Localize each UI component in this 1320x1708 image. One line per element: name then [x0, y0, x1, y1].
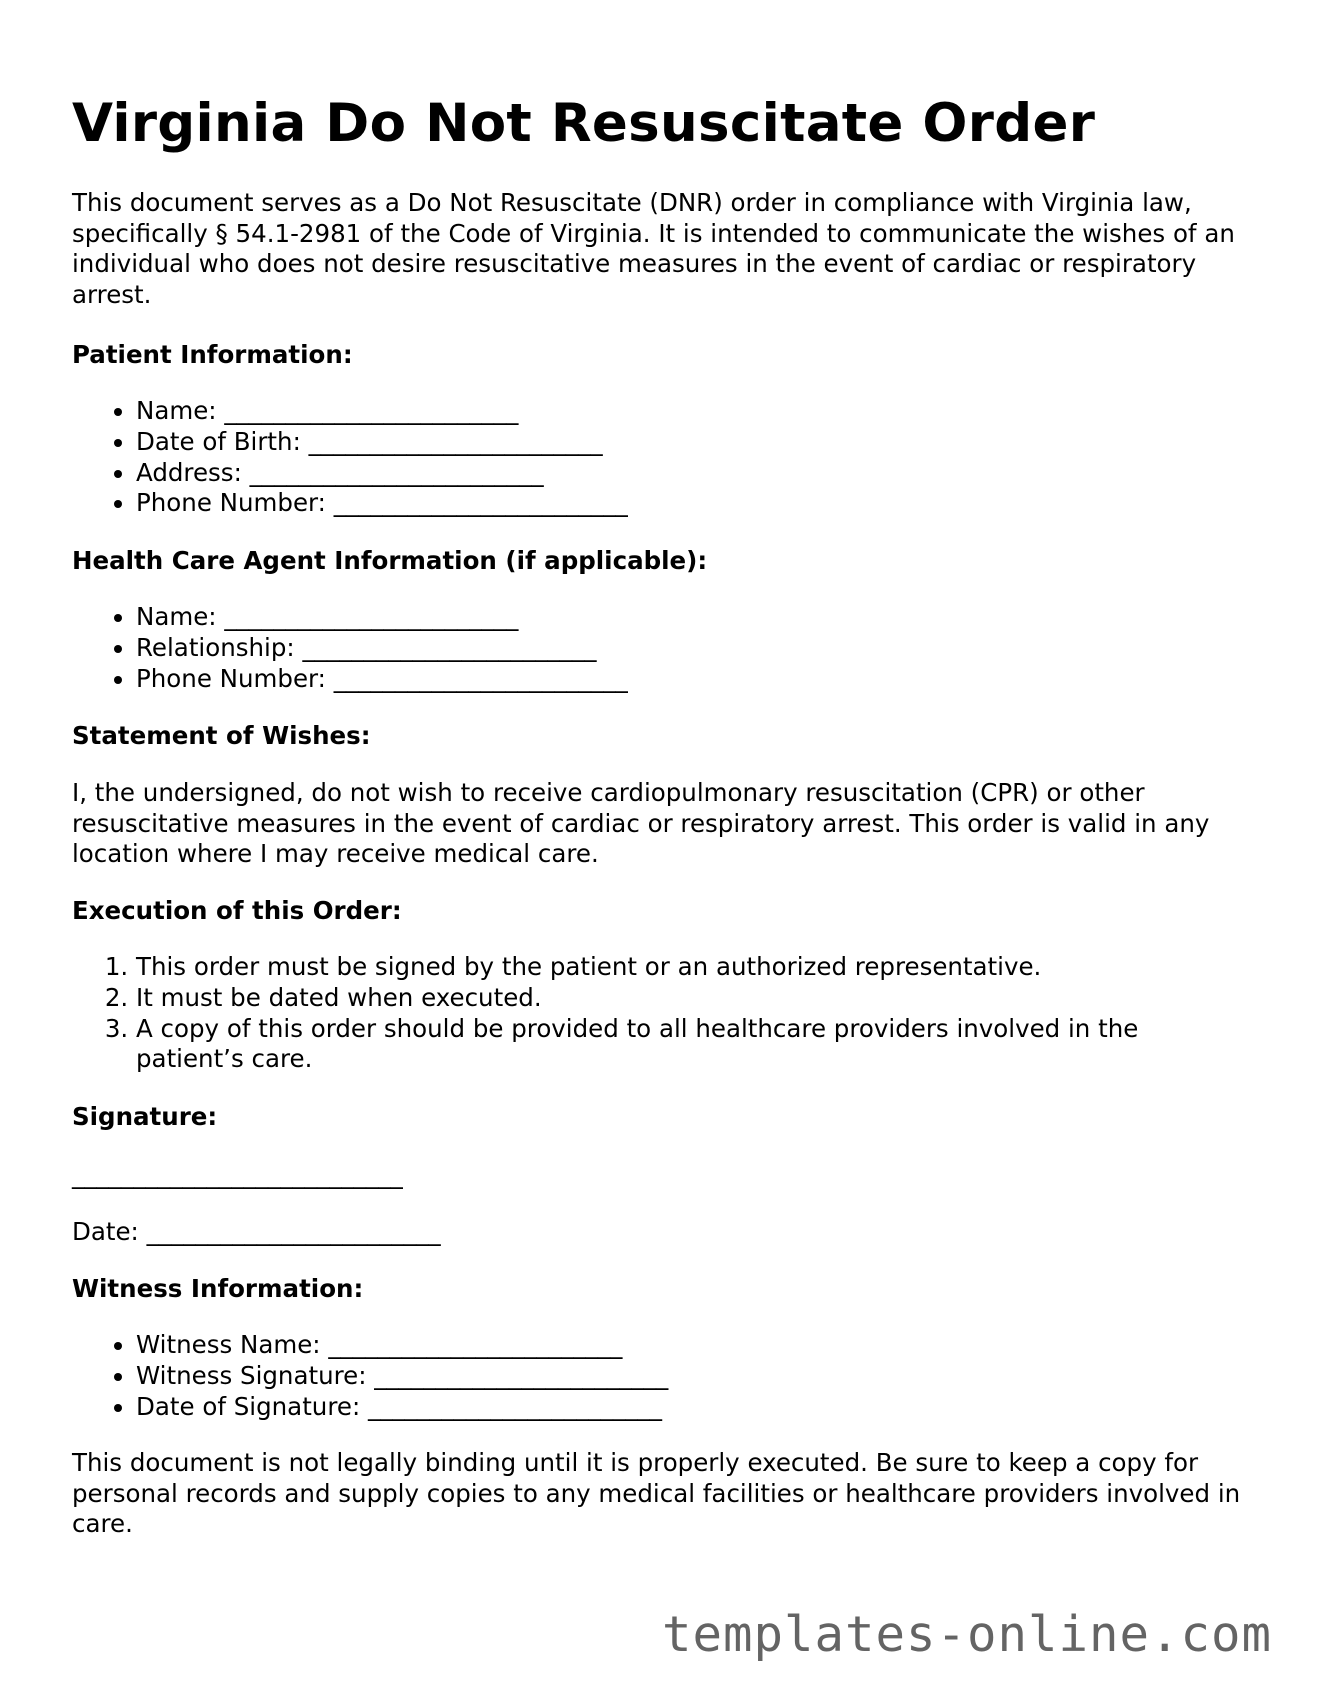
execution-item: 3. A copy of this order should be provided to all healthcare providers involved in the patient’s care. [136, 1014, 1252, 1076]
patient-name-field[interactable]: • Name: ________________________ [136, 396, 1252, 427]
wishes-paragraph: I, the undersigned, do not wish to receive cardiopulmonary resuscitation (CPR) or other resuscitative measures in the event of cardiac or respiratory arrest. This order is valid in any location where I may receive medical care. [72, 778, 1210, 869]
execution-item: 2. It must be dated when executed. [136, 983, 1252, 1014]
agent-phone-field[interactable]: • Phone Number: ________________________ [136, 664, 1252, 695]
signature-line[interactable]: ___________________________ [72, 1160, 403, 1189]
witness-name-field[interactable]: • Witness Name: ________________________ [136, 1330, 1252, 1361]
witness-info-list [72, 1330, 1252, 1422]
witness-date-field[interactable]: • Date of Signature: ________________________ [136, 1392, 1252, 1423]
signature-heading: Signature: [72, 1102, 218, 1131]
patient-info-heading: Patient Information: [72, 340, 353, 369]
execution-item: 1. This order must be signed by the patient or an authorized representative. [136, 952, 1252, 983]
agent-info-heading: Health Care Agent Information (if applicable): [72, 546, 708, 575]
wishes-heading: Statement of Wishes: [72, 721, 371, 750]
agent-info-list [72, 602, 1252, 694]
watermark-logo: templates-online.com [661, 1606, 1272, 1663]
execution-heading: Execution of this Order: [72, 896, 402, 925]
intro-paragraph: This document serves as a Do Not Resuscitate (DNR) order in compliance with Virginia law, specifically § 54.1-2981 of the Code of Virginia. It is intended to communicate the wishes of an individual who does not desire resuscitative measures in the event of cardiac or respiratory arrest. [72, 188, 1235, 309]
witness-signature-field[interactable]: • Witness Signature: ________________________ [136, 1361, 1252, 1392]
closing-paragraph: This document is not legally binding until it is properly executed. Be sure to keep a copy for personal records and supply copies to any medical facilities or healthcare providers involved in care. [72, 1448, 1241, 1539]
patient-phone-field[interactable]: • Phone Number: ________________________ [136, 488, 1252, 519]
patient-address-field[interactable]: • Address: ________________________ [136, 458, 1252, 489]
agent-name-field[interactable]: • Name: ________________________ [136, 602, 1252, 633]
execution-list [72, 952, 1252, 1075]
patient-info-list [72, 396, 1252, 519]
witness-heading: Witness Information: [72, 1274, 364, 1303]
signature-date-field[interactable]: Date: ________________________ [72, 1217, 441, 1246]
agent-relationship-field[interactable]: • Relationship: ________________________ [136, 633, 1252, 664]
page-title: Virginia Do Not Resuscitate Order [72, 93, 1096, 154]
patient-dob-field[interactable]: • Date of Birth: ________________________ [136, 427, 1252, 458]
